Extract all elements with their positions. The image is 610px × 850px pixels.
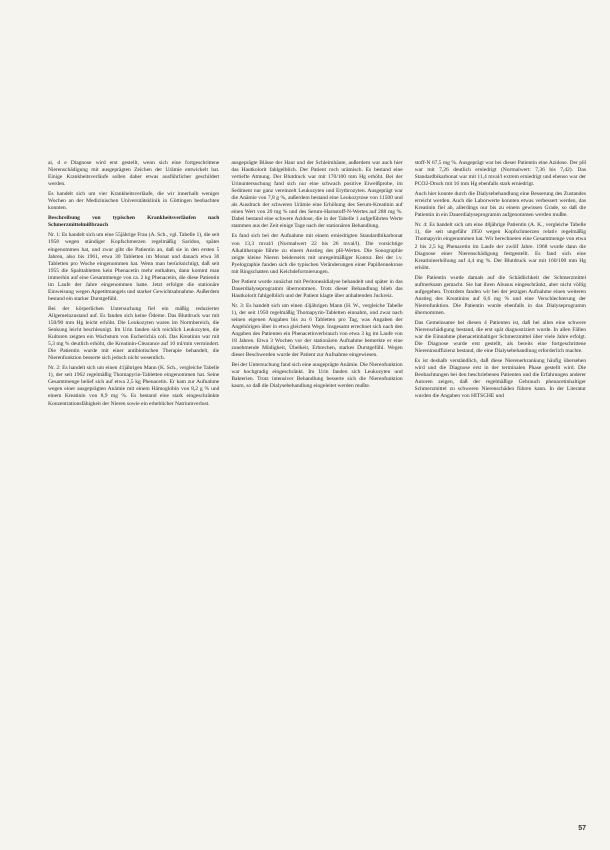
paragraph: Nr. 1: Es handelt sich um eine 55jährige Frau (A. Sch., vgl. Tabelle 1), die seit 1958 wegen ständiger Kopfschmerzen regelmäßig Saridon, später eingenommen hat, und zwar gibt die Patientin an, daß sie in den ersten 5 Jahren, also bis 1961, etwa 30 Tabletten im Monat und danach etwa 30 Tabletten pro Woche eingenommen hat. Wenn man berücksichtigt, daß seit 1955 die Spalttabletten kein Phenacetin mehr enthalten, dann kommt man immerhin auf eine Gesamtmenge von ca. 2 kg Phenacetin, die diese Patientin im Laufe der Jahre eingenommen hatte. Jetzt erfolgte die stationäre Einweisung wegen Appetitmangels und starker Gewichtsabnahme. Außerdem bestand ein starker Durstgefühl. [48, 232, 220, 302]
article-body [48, 160, 586, 820]
column-2 [231, 160, 402, 820]
paragraph: ai, d e Diagnose wird erst gestellt, wenn sich eine fortgeschrittene Nierenschädigung mit ausgeprägten Zeichen der Urämie entwickelt hat. Einige Krankheitsverläufe sollen daher etwas ausführlicher geschildert werden. [48, 160, 220, 188]
paragraph: Nr. 3: Es handelt sich um einen 43jährigen Mann (H. W., vergleiche Tabelle 1), der seit 1950 regelmäßig Thomapyrin-Tabletten einnahm, und zwar nach seinen eigenen Angaben bis zu 6 Tabletten pro Tag, was Angaben der Angehörigen über in etwa gleichem Wege. Insgesamt errechnet sich nach den Angaben des Patienten ein Phenacetinverbrauch von etwa 3 kg im Laufe von 18 Jahren. Etwa 3 Wochen vor der stationären Aufnahme bemerkte er eine zunehmende Müdigkeit, Übelkeit, Erbrechen, starkes Durstgefühl. Wegen dieser Beschwerden wurde der Patient zur Aufnahme eingewiesen. [231, 302, 403, 359]
paragraph: Das Gemeinsame bei diesen 4 Patienten ist, daß bei allen eine schwere Nierenschädigung bestand, die erst spät diagnostiziert wurde. In allen Fällen war die Einnahme phenacetinhaltiger Schmerzmittel über viele Jahre erfolgt. Die Diagnose wurde erst gestellt, als bereits eine fortgeschrittene Niereninsuffizienz bestand, die eine Dialysebehandlung erforderlich machte. [414, 319, 586, 355]
column-3 [415, 160, 586, 820]
paragraph: Es handelt sich um vier Krankheitsverläufe, die wir innerhalb weniger Wochen an der Medizinischen Universitätsklinik in Göttingen beobachten konnten. [48, 191, 220, 212]
paragraph: Auch hier konnte durch die Dialysebehandlung eine Besserung des Zustandes erreicht werden. Auch die Laborwerte konnten etwas verbessert werden, das Kreatinin fiel ab, allerdings nur bis zu einem gewissen Grade, so daß die Patientin in ein Dauerdialyseprogramm aufgenommen werden mußte. [414, 191, 586, 219]
paragraph: stoff-N 67,5 mg %. Ausgeprägt war bei dieser Patientin eine Azidose. Der pH war mit 7,26 deutlich erniedrigt (Normalwert: 7,36 bis 7,42). Das Standardbikarbonat war mit 11,4 mval/l extrem erniedrigt und ebenso war der PCO2-Druck mit 16 mm Hg ebenfalls stark erniedrigt. [414, 160, 586, 188]
paragraph: Der Patient wurde zunächst mit Peritonealdialyse behandelt und später in das Dauerdialyseprogramm übernommen. Trotz dieser Behandlung blieb das Hautkolorit fahlgelblich und der Patient klagte über anhaltenden Juckreiz. [231, 278, 403, 299]
paragraph: Nr. 4: Es handelt sich um eine 48jährige Patientin (A. K., vergleiche Tabelle 1), die seit ungefähr 1950 wegen Kopfschmerzen relativ regelmäßig Thomapyrin eingenommen hat. Wir berechneten eine Gesamtmenge von etwa 2 bis 2,5 kg Phenacetin im Laufe der zwölf Jahre. 1968 wurde dann die Diagnose einer Nierenschädigung festgestellt. Es fand sich eine Kreatininerhöhung auf 4,4 mg %. Der Blutdruck war mit 160/100 mm Hg erhöht. [414, 222, 586, 271]
paragraph: ausgeprägte Blässe der Haut und der Schleimhäute, außerdem war auch hier das Hautkolorit fahlgelblich. Der Patient roch urämisch. Es bestand eine vertiefte Atmung. Der Blutdruck war mit 170/100 mm Hg erhöht. Bei der Urinuntersuchung fand sich nur eine schwach positive Eiweißprobe, im Sediment nur ganz vereinzelt Leukozyten und Erythrozyten. Ausgeprägt war die Anämie von 7,8 g %, außerdem bestand eine Leukozytose von 11500 und als Ausdruck der schweren Urämie eine Erhöhung des Serum-Kreatinin auf einen Wert von 20 mg % und des Serum-Harnstoff-N-Wertes auf 288 mg %. Dabei bestand eine schwere Azidose, die in der Tabelle 1 aufgeführten Werte stammen aus der Zeit einige Tage nach der stationären Behandlung. [231, 160, 403, 230]
paragraph: Bei der Untersuchung fand sich eine ausgeprägte Anämie. Die Nierenfunktion war hochgradig eingeschränkt. Im Urin fanden sich Leukozyten und Bakterien. Trotz intensiver Behandlung besserte sich die Nierenfunktion kaum, so daß die Dialysebehandlung eingeleitet werden mußte. [231, 362, 403, 390]
paragraph: Bei der körperlichen Untersuchung fiel ein mäßig reduzierter Allgemeinzustand auf. Es fanden sich keine Ödeme. Das Blutdruck war mit 150/90 mm Hg leicht erhöht. Die Leukozyten waren im Normbereich, die Senkung leicht beschleunigt. Im Urin fanden sich reichlich Leukozyten, die Kulturen zeigten ein Wachstum von Escherichia coli. Das Kreatinin war mit 5,3 mg % deutlich erhöht, die Kreatinin-Clearance auf 10 ml/min vermindert. Die Patientin wurde mit einer antibiotischen Therapie behandelt, die Nierenfunktion besserte sich jedoch nicht wesentlich. [48, 305, 220, 362]
paragraph: Die Patientin wurde damals auf die Schädlichkeit der Schmerzmittel aufmerksam gemacht. Sie hat ihren Abusus eingeschränkt, aber nicht völlig aufgegeben. Trotzdem fanden wir bei der jetzigen Aufnahme einen weiteren Anstieg des Kreatinins auf 6,6 mg % und eine Verschlechterung der Nierenfunktion. Die Patientin wurde ebenfalls in das Dialyseprogramm übernommen. [414, 274, 586, 316]
page-number: 57 [578, 825, 586, 832]
paragraph: Nr. 2: Es handelt sich um einen 41jährigen Mann (K. Sch., vergleiche Tabelle 1), der seit 1962 regelmäßig Thomapyrin-Tabletten eingenommen hat. Seine Gesamtmenge belief sich auf etwa 2,5 kg Phenacetin. Er kam zur Aufnahme wegen einer ausgeprägten Anämie mit einem Hämoglobin von 8,2 g % und einem Kreatinin von 8,9 mg %. Es bestand eine stark eingeschränkte Konzentrationsfähigkeit der Nieren sowie ein erheblicher Natriumverlust. [48, 365, 220, 407]
paragraph: Es fand sich bei der Aufnahme mit einem erniedrigten Standardbikarbonat von 13,3 mval/l (Normalwert 22 bis 26 mval/l). Die vorsichtige Alkalitherapie führte zu einem Anstieg des pH-Wertes. Die Sonographie zeigte kleine Nieren beiderseits mit unregelmäßiger Kontur. Bei der i.v. Pyelographie fanden sich die typischen Veränderungen einer Papillennekrose mit Ringschatten und Kelchdeformierungen. [231, 233, 403, 275]
column-1 [48, 160, 219, 820]
paragraph: Es ist deshalb verständlich, daß diese Nierenerkrankung häufig übersehen wird und die Diagnose erst in der terminalen Phase gestellt wird. Die Beobachtungen bei den beschriebenen Patienten und die Erfahrungen anderer Autoren zeigen, daß der regelmäßige Gebrauch phenacetinhaltiger Schmerzmittel zu schweren Nierenschäden führen kann. In der Literatur wurden die Angaben von HITSCHE und [414, 358, 586, 400]
section-heading: Beschreibung von typischen Krankheitsverläufen nach Schmerzmittelmißbrauch [48, 215, 220, 229]
